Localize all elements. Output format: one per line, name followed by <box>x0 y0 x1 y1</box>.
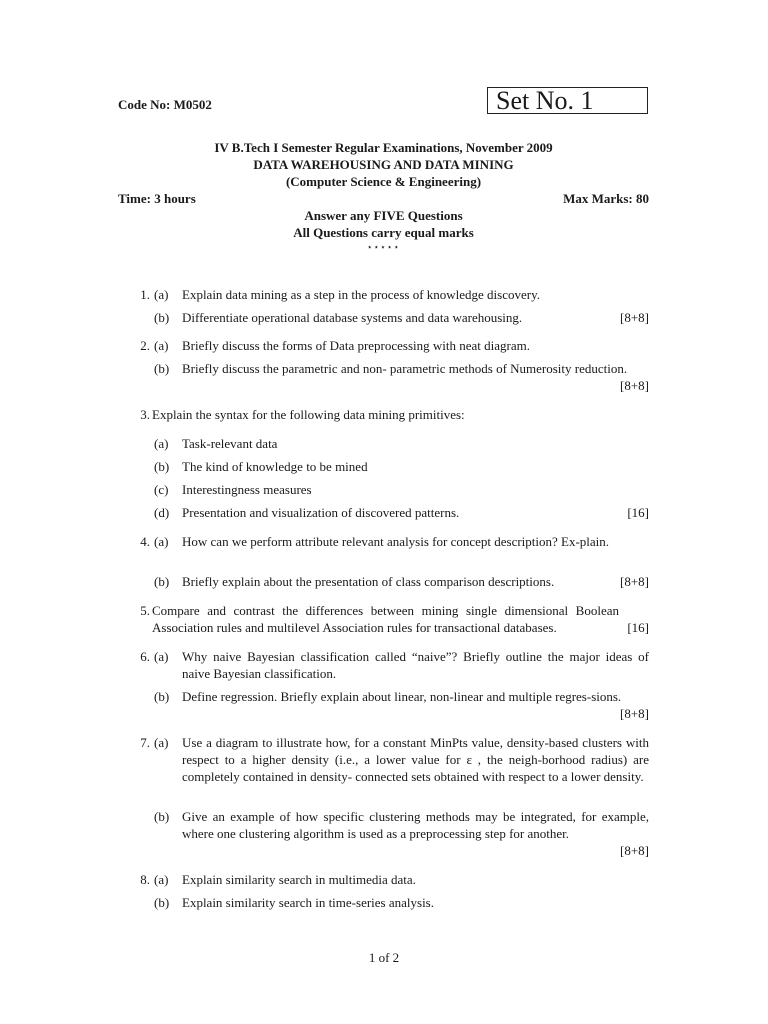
part-text: Interestingness measures <box>182 482 312 497</box>
part-label: (d) <box>154 505 170 520</box>
part-text: Explain similarity search in multimedia data. <box>182 872 416 887</box>
code-number: Code No: M0502 <box>118 97 212 112</box>
part-label: (b) <box>154 574 170 589</box>
question-marks: [8+8] <box>620 843 649 858</box>
part-text: Why naive Bayesian classification called “naive”? Briefly outline the major ideas of naive Bayesian classification. <box>182 649 649 681</box>
question-text: Explain the syntax for the following data mining primitives: <box>152 407 465 422</box>
part-label: (a) <box>154 649 169 664</box>
question-number: 6. <box>140 649 150 664</box>
part-text: Briefly explain about the presentation of class comparison descriptions. <box>182 574 555 589</box>
part-label: (a) <box>154 287 169 302</box>
department: (Computer Science & Engineering) <box>285 174 482 189</box>
question-number: 3. <box>140 407 150 422</box>
part-label: (b) <box>154 689 170 704</box>
question-number: 2. <box>140 338 150 353</box>
question-number: 1. <box>140 287 150 302</box>
part-label: (b) <box>154 459 170 474</box>
instruction-marks: All Questions carry equal marks <box>293 225 474 240</box>
part-label: (a) <box>154 436 169 451</box>
part-label: (b) <box>154 895 170 910</box>
part-text: Define regression. Briefly explain about linear, non-linear and multiple regres-sions. <box>182 689 622 704</box>
part-text: Briefly discuss the parametric and non- parametric methods of Numerosity reduction. <box>182 361 628 376</box>
question-marks: [8+8] <box>620 574 649 589</box>
question-marks: [16] <box>627 620 649 635</box>
question-marks: [8+8] <box>620 706 649 721</box>
part-text: Use a diagram to illustrate how, for a constant MinPts value, density-based clusters with respect to a higher density (i.e., a lower value for ε , the neigh-borhood radius) are completely contained in density- connected sets obtained with respect to a lower density. <box>182 735 649 784</box>
part-label: (a) <box>154 872 169 887</box>
question-number: 4. <box>140 534 150 549</box>
separator-stars: ⋆⋆⋆⋆⋆ <box>366 242 401 252</box>
part-label: (a) <box>154 534 169 549</box>
question-marks: [8+8] <box>620 310 649 325</box>
question-number: 5. <box>140 603 150 618</box>
part-label: (a) <box>154 338 169 353</box>
part-text: Differentiate operational database systems and data warehousing. <box>182 310 523 325</box>
part-text: Task-relevant data <box>182 436 278 451</box>
part-label: (b) <box>154 310 170 325</box>
set-number-box: Set No. 1 <box>487 87 648 114</box>
question-marks: [16] <box>627 505 649 520</box>
part-text: How can we perform attribute relevant analysis for concept description? Ex-plain. <box>182 534 610 549</box>
page-number: 1 of 2 <box>368 950 400 965</box>
question-number: 7. <box>140 735 150 750</box>
question-number: 8. <box>140 872 150 887</box>
max-marks: Max Marks: 80 <box>563 191 649 206</box>
instruction-answer: Answer any FIVE Questions <box>304 208 463 223</box>
exam-title: IV B.Tech I Semester Regular Examinations, November 2009 <box>214 140 553 155</box>
part-label: (b) <box>154 361 170 376</box>
part-text: Explain similarity search in time-series analysis. <box>182 895 434 910</box>
part-text: Give an example of how specific clustering methods may be integrated, for example, where one clustering algorithm is used as a preprocessing step for another. <box>182 809 649 841</box>
part-label: (c) <box>154 482 169 497</box>
question-marks: [8+8] <box>620 378 649 393</box>
subject-title: DATA WAREHOUSING AND DATA MINING <box>253 157 514 172</box>
part-text: Presentation and visualization of discovered patterns. <box>182 505 460 520</box>
part-text: The kind of knowledge to be mined <box>182 459 368 474</box>
time-allowed: Time: 3 hours <box>118 191 196 206</box>
question-text: Compare and contrast the differences between mining single dimensional Boolean Association rules and multilevel Association rules for transactional databases. <box>152 603 619 635</box>
part-label: (a) <box>154 735 169 750</box>
part-label: (b) <box>154 809 170 824</box>
part-text: Briefly discuss the forms of Data preprocessing with neat diagram. <box>182 338 531 353</box>
part-text: Explain data mining as a step in the process of knowledge discovery. <box>182 287 541 302</box>
